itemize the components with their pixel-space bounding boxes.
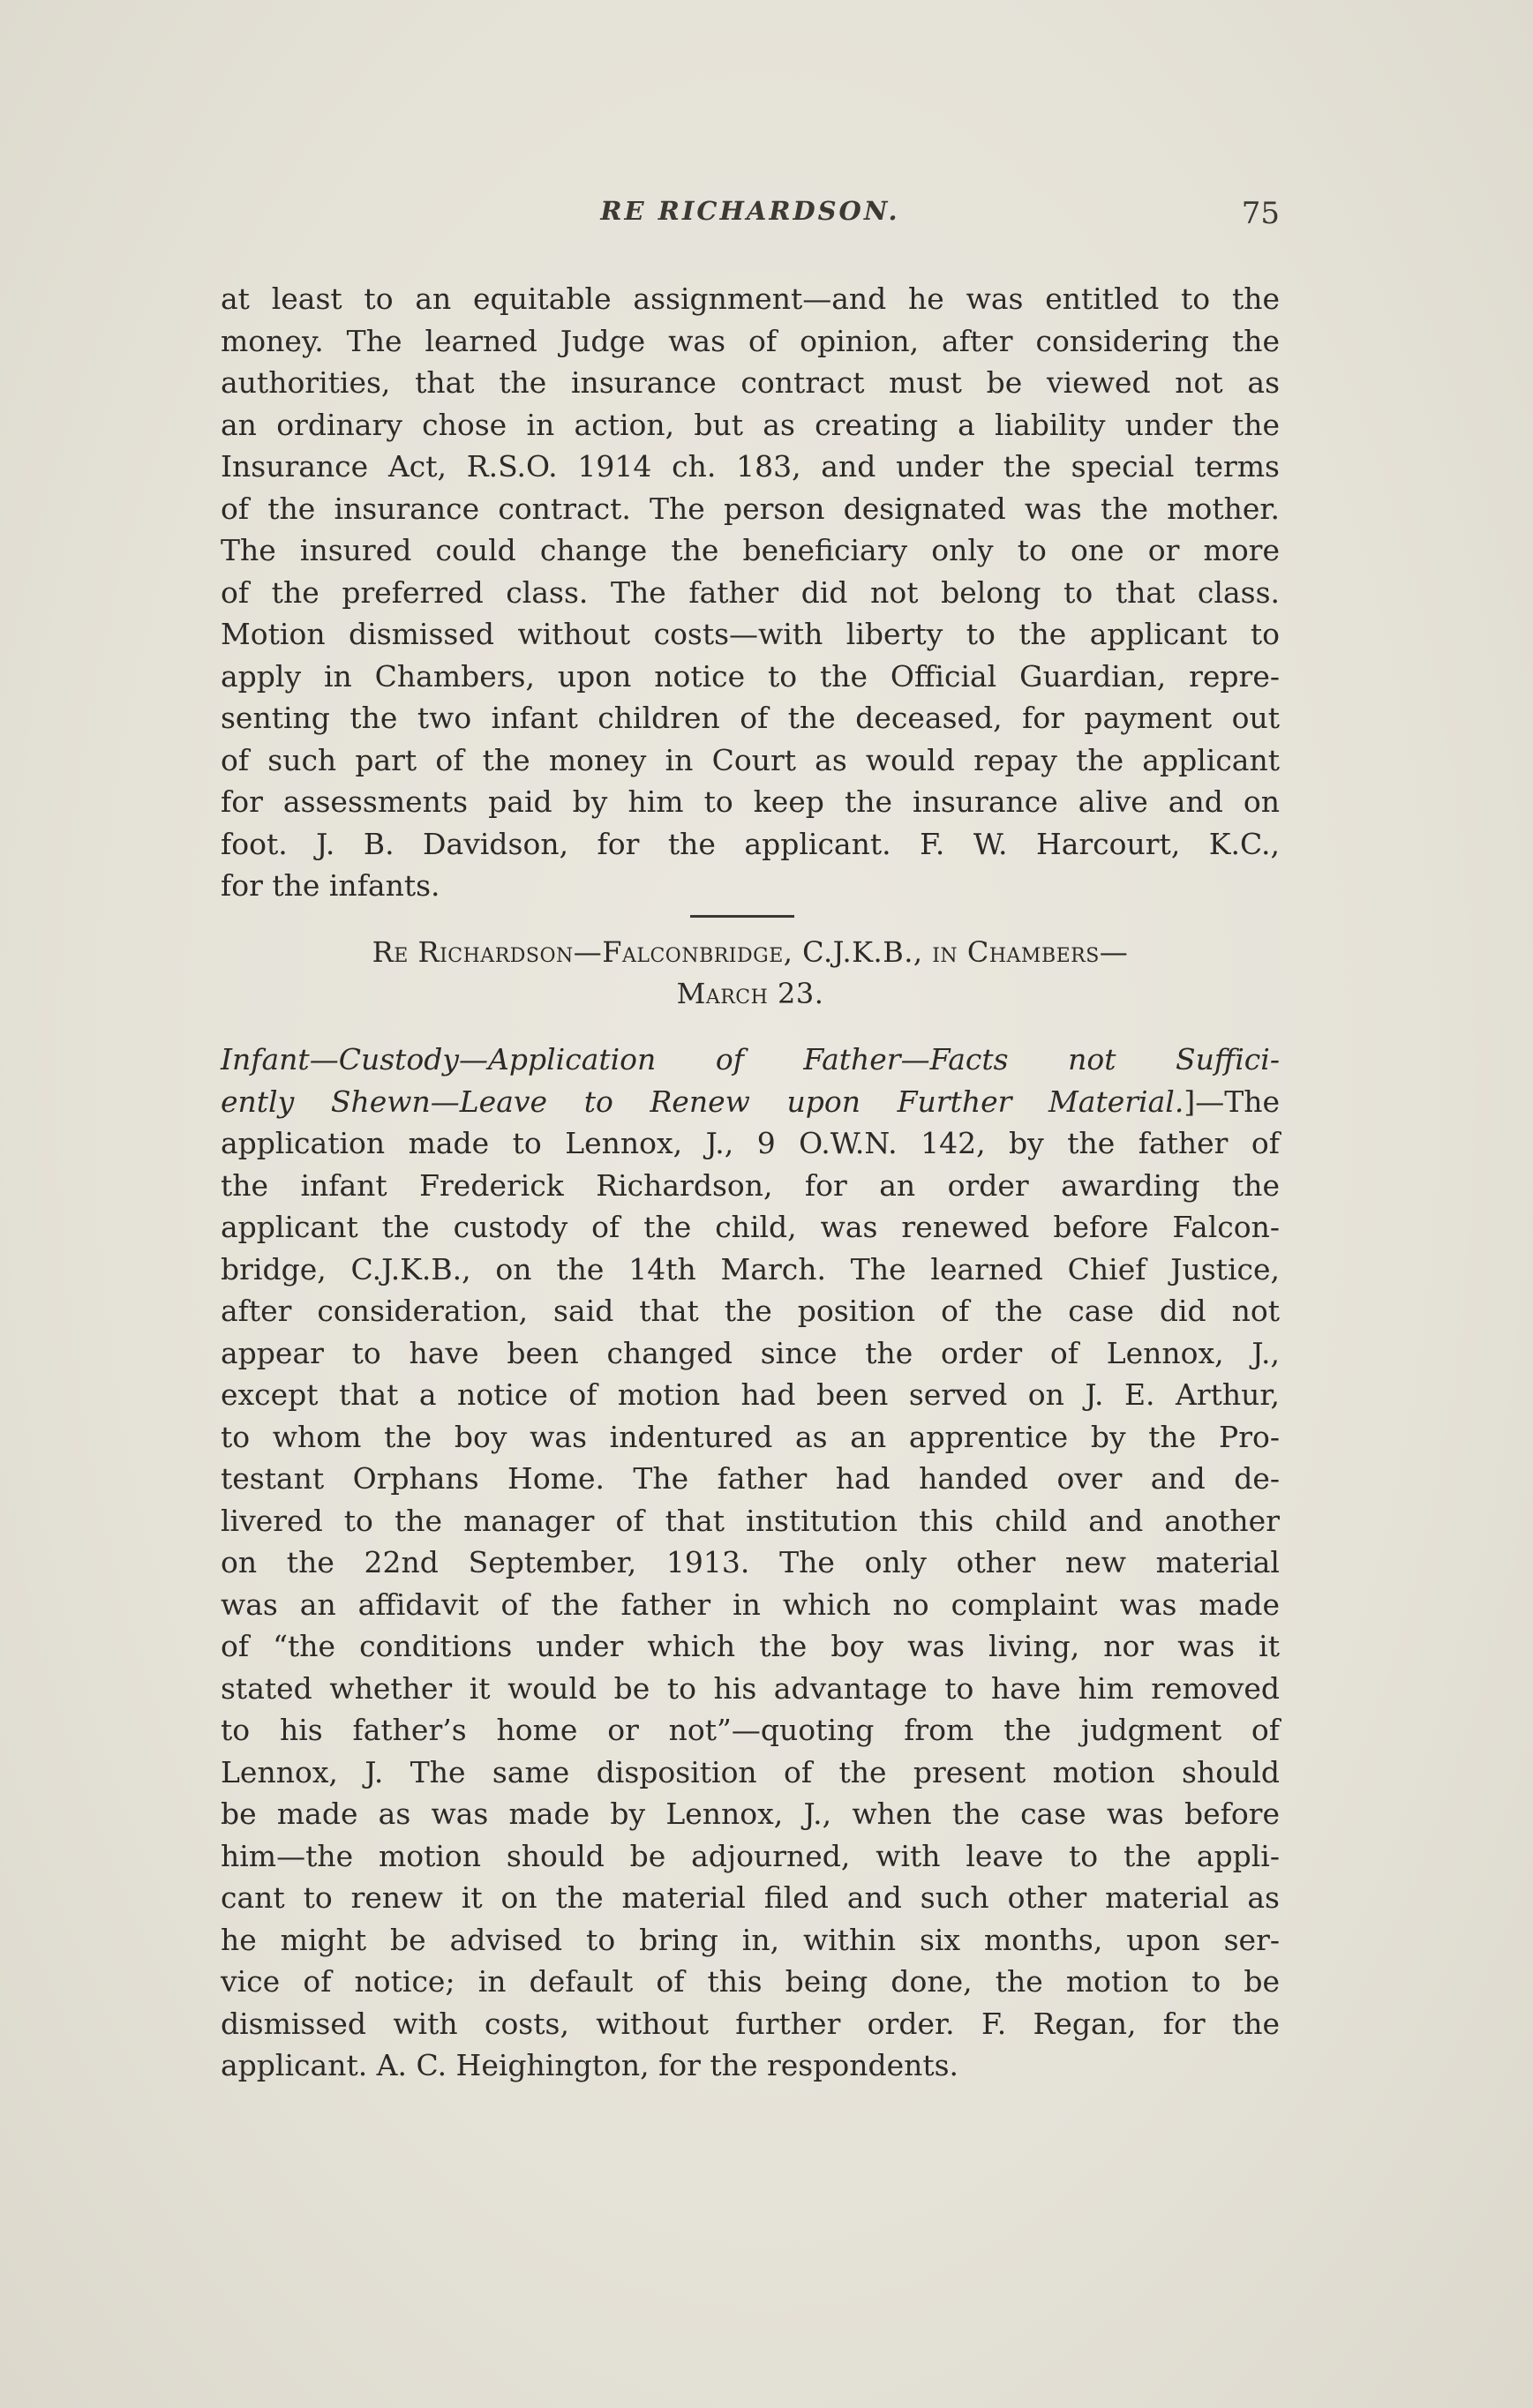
- text-line: stated whether it would be to his advantage to have him removed: [221, 1670, 1280, 1706]
- text-line: him—the motion should be adjourned, with leave to the appli-: [221, 1838, 1280, 1873]
- text-line: was an affidavit of the father in which no complaint was made: [221, 1587, 1280, 1622]
- case-heading-line: Re Richardson—Falconbridge, C.J.K.B., in Chambers—: [372, 935, 1129, 969]
- page-header: [221, 196, 1280, 240]
- paragraph-continued: [221, 278, 1280, 907]
- page-number: 75: [1241, 196, 1280, 231]
- text-line: appear to have been changed since the order of Lennox, J.,: [221, 1335, 1280, 1370]
- section-divider: [690, 915, 794, 918]
- text-line: after consideration, said that the position of the case did not: [221, 1294, 1280, 1328]
- text-line: apply in Chambers, upon notice to the Official Guardian, repre-: [221, 658, 1280, 694]
- text-line: of the insurance contract. The person designated was the mother.: [221, 491, 1280, 526]
- running-head: RE RICHARDSON.: [600, 196, 900, 226]
- text-line: foot. J. B. Davidson, for the applicant. F. W. Harcourt, K.C.,: [221, 826, 1280, 861]
- text-line: of “the conditions under which the boy was living, nor was it: [221, 1629, 1280, 1663]
- text-line: to his father’s home or not”—quoting from the judgment of: [221, 1713, 1280, 1747]
- text-line: Motion dismissed without costs—with liberty to the applicant to: [221, 617, 1280, 651]
- text-line: the infant Frederick Richardson, for an order awarding the: [221, 1167, 1280, 1203]
- text-line: an ordinary chose in action, but as creating a liability under the: [221, 407, 1280, 442]
- text-line: dismissed with costs, without further order. F. Regan, for the: [221, 2006, 1280, 2041]
- text-line: to whom the boy was indentured as an apprentice by the Pro-: [221, 1419, 1280, 1454]
- text-line: testant Orphans Home. The father had handed over and de-: [221, 1461, 1280, 1496]
- text-line: for the infants.: [221, 868, 440, 903]
- text-line: for assessments paid by him to keep the insurance alive and on: [221, 784, 1280, 819]
- text-line: senting the two infant children of the deceased, for payment out: [221, 701, 1280, 735]
- text-line: authorities, that the insurance contract must be viewed not as: [221, 365, 1280, 400]
- text-line: except that a notice of motion had been served on J. E. Arthur,: [221, 1377, 1280, 1412]
- text-line: Lennox, J. The same disposition of the present motion should: [221, 1754, 1280, 1789]
- text-line: of the preferred class. The father did not belong to that class.: [221, 574, 1280, 610]
- text-line: ently Shewn—Leave to Renew upon Further Material.]—The: [221, 1084, 1280, 1119]
- text-line: Infant—Custody—Application of Father—Facts not Suffici-: [221, 1042, 1280, 1076]
- case-heading-date: March 23.: [676, 977, 824, 1010]
- case-heading: [221, 932, 1280, 1015]
- text-line: on the 22nd September, 1913. The only other new material: [221, 1545, 1280, 1579]
- text-line: vice of notice; in default of this being done, the motion to be: [221, 1964, 1280, 1999]
- text-line: applicant the custody of the child, was renewed before Falcon-: [221, 1210, 1280, 1244]
- text-line: cant to renew it on the material filed and such other material as: [221, 1880, 1280, 1915]
- text-line: at least to an equitable assignment—and he was entitled to the: [221, 281, 1280, 316]
- text-line: be made as was made by Lennox, J., when the case was before: [221, 1797, 1280, 1831]
- text-line: money. The learned Judge was of opinion, after considering the: [221, 323, 1280, 358]
- text-line: of such part of the money in Court as would repay the applicant: [221, 742, 1280, 777]
- text-line: livered to the manager of that institution this child and another: [221, 1503, 1280, 1538]
- text-line: The insured could change the beneficiary only to one or more: [221, 533, 1280, 567]
- text-line: Insurance Act, R.S.O. 1914 ch. 183, and under the special terms: [221, 449, 1280, 484]
- text-line: applicant. A. C. Heighington, for the respondents.: [221, 2048, 959, 2082]
- text-line: application made to Lennox, J., 9 O.W.N. 142, by the father of: [221, 1126, 1280, 1160]
- text-line: he might be advised to bring in, within six months, upon ser-: [221, 1922, 1280, 1957]
- text-line: bridge, C.J.K.B., on the 14th March. The learned Chief Justice,: [221, 1251, 1280, 1287]
- case-report-paragraph: [221, 1039, 1280, 2087]
